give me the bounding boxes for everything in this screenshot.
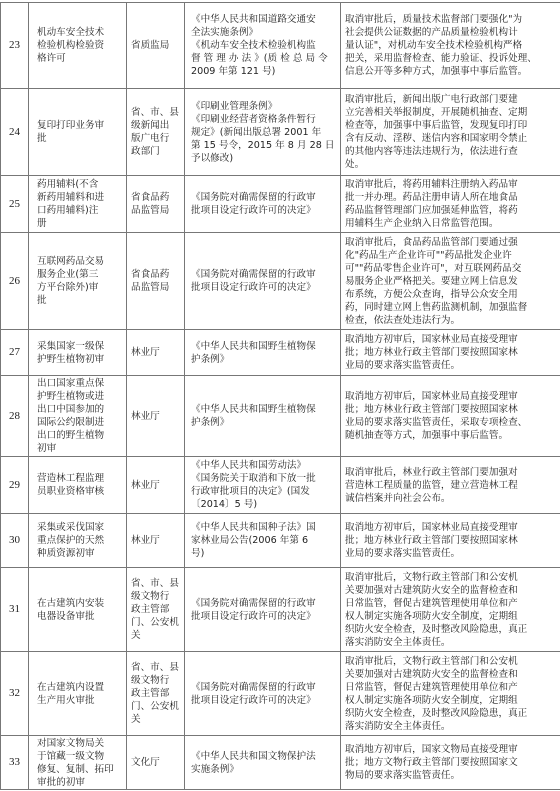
table-row xyxy=(1,568,560,652)
item-name-cell: 互联网药品交易 服务企业(第三 方平台除外)审 批 xyxy=(29,233,127,330)
table-row xyxy=(1,736,560,790)
table-row xyxy=(1,376,560,457)
table-row xyxy=(1,176,560,233)
table-row xyxy=(1,514,560,568)
row-number: 25 xyxy=(1,176,29,233)
legal-basis-cell: 《国务院对确需保留的行政审 批项目设定行政许可的决定》 xyxy=(185,568,341,652)
item-name-cell: 对国家文物局关 于馆藏一级文物 修复、复制、拓印 审批的初审 xyxy=(29,736,127,790)
item-name-cell: 出口国家重点保 护野生植物或进 出口中国参加的 国际公约限制进 出口的野生植物 初审 xyxy=(29,376,127,457)
item-name-cell: 营造林工程监理 员职业资格审核 xyxy=(29,457,127,514)
row-number: 29 xyxy=(1,457,29,514)
row-number: 24 xyxy=(1,89,29,176)
supervision-measure-cell: 取消地方初审后，国家林业局直接受理审 批；地方林业行政主管部门要按照国家林 业局的要求落实监管责任。 xyxy=(341,330,560,376)
supervision-measure-cell: 取消审批后，食品药品监管部门要通过强 化"药品生产企业许可""药品批发企业许 可""药品零售企业许可"，对互联网药品交 易服务企业严格把关。要建立网上信息发 布系统，方便公众查询，指导公众安全用 药，同时建立网上售药监测机制，加强监督 检查，依法查处违法行为。 xyxy=(341,233,560,330)
row-number: 32 xyxy=(1,652,29,736)
table-row xyxy=(1,3,560,89)
supervision-measure-cell: 取消审批后，文物行政主管部门和公安机 关要加强对古建筑防火安全的监督检查和 日常监管，督促古建筑管理使用单位和产 权人制定实施各项防火安全制度，定期组 织防火安全检查，及时整改风险隐患，真正 落实消防安全主体责任。 xyxy=(341,568,560,652)
department-cell: 省、市、县 级文物行 政主管部 门、公安机 关 xyxy=(127,652,185,736)
item-name-cell: 药用辅料(不含 新药用辅料和进 口药用辅料)注 册 xyxy=(29,176,127,233)
item-name-cell: 机动车安全技术 检验机构检验资 格许可 xyxy=(29,3,127,89)
item-name-cell: 采集国家一级保 护野生植物初审 xyxy=(29,330,127,376)
department-cell: 林业厅 xyxy=(127,457,185,514)
legal-basis-cell: 《中华人民共和国劳动法》 《国务院关于取消和下放一批 行政审批项目的决定》(国发 〔2014〕5 号) xyxy=(185,457,341,514)
legal-basis-cell: 《中华人民共和国种子法》国 家林业局公告(2006 年第 6 号) xyxy=(185,514,341,568)
supervision-measure-cell: 取消地方初审后，国家文物局直接受理审 批；地方文物行政主管部门要按照国家文 物局的要求落实监管责任。 xyxy=(341,736,560,790)
table-row xyxy=(1,89,560,176)
supervision-measure-cell: 取消审批后，新闻出版广电行政部门要建 立完善相关举报制度，开展随机抽查、定期 检查等，加强事中事后监管，发现复印打印 含有反动、淫秽、迷信内容和国家明令禁止 的其他内容等违法违规行为，依法进行查 处。 xyxy=(341,89,560,176)
table-row xyxy=(1,233,560,330)
item-name-cell: 在古建筑内安装 电器设备审批 xyxy=(29,568,127,652)
legal-basis-cell: 《中华人民共和国文物保护法 实施条例》 xyxy=(185,736,341,790)
approval-items-table xyxy=(0,2,560,790)
row-number: 31 xyxy=(1,568,29,652)
supervision-measure-cell: 取消地方初审后，国家林业局直接受理审 批；地方林业行政主管部门要按照国家林 业局的要求落实监管责任。 xyxy=(341,514,560,568)
supervision-measure-cell: 取消审批后，文物行政主管部门和公安机 关要加强对古建筑防火安全的监督检查和 日常监管，督促古建筑管理使用单位和产 权人制定实施各项防火安全制度，定期组 织防火安全检查，及时整改风险隐患，真正 落实消防安全主体责任。 xyxy=(341,652,560,736)
legal-basis-cell: 《国务院对确需保留的行政审 批项目设定行政许可的决定》 xyxy=(185,176,341,233)
legal-basis-cell: 《中华人民共和国野生植物保 护条例》 xyxy=(185,330,341,376)
approval-items-table-page xyxy=(0,2,560,790)
department-cell: 省、市、县 级文物行 政主管部 门、公安机 关 xyxy=(127,568,185,652)
table-row xyxy=(1,457,560,514)
table-row xyxy=(1,652,560,736)
supervision-measure-cell: 取消审批后，林业行政主管部门要加强对 营造林工程质量的监管，建立营造林工程 诚信档案并向社会公布。 xyxy=(341,457,560,514)
row-number: 30 xyxy=(1,514,29,568)
department-cell: 省食品药 品监管局 xyxy=(127,233,185,330)
department-cell: 林业厅 xyxy=(127,330,185,376)
row-number: 28 xyxy=(1,376,29,457)
legal-basis-cell: 《中华人民共和国野生植物保 护条例》 xyxy=(185,376,341,457)
item-name-cell: 复印打印业务审 批 xyxy=(29,89,127,176)
department-cell: 省食品药 品监管局 xyxy=(127,176,185,233)
row-number: 26 xyxy=(1,233,29,330)
department-cell: 省、市、县 级新闻出 版广电行 政部门 xyxy=(127,89,185,176)
supervision-measure-cell: 取消审批后，将药用辅料注册纳入药品审 批一并办理。药品注册申请人所在地食品 药品监督管理部门应加强延伸监管，将药 用辅料生产企业纳入日常监管范围。 xyxy=(341,176,560,233)
department-cell: 省质监局 xyxy=(127,3,185,89)
department-cell: 林业厅 xyxy=(127,514,185,568)
department-cell: 林业厅 xyxy=(127,376,185,457)
legal-basis-cell: 《印刷业管理条例》 《印刷业经营者资格条件暂行 规定》(新闻出版总署 2001 年 第 15 号令，2015 年 8 月 28 日 予以修改) xyxy=(185,89,341,176)
department-cell: 文化厅 xyxy=(127,736,185,790)
row-number: 23 xyxy=(1,3,29,89)
supervision-measure-cell: 取消地方初审后，国家林业局直接受理审 批；地方林业行政主管部门要按照国家林 业局的要求落实监管责任，采取专项检查、 随机抽查等方式，加强事中事后监管。 xyxy=(341,376,560,457)
legal-basis-cell: 《国务院对确需保留的行政审 批项目设定行政许可的决定》 xyxy=(185,233,341,330)
table-row xyxy=(1,330,560,376)
row-number: 33 xyxy=(1,736,29,790)
legal-basis-cell: 《中华人民共和国道路交通安 全法实施条例》 《机动车安全技术检验机构监 督 管 理 办 法 》(质 检 总 局 令 2009 年第 121 号) xyxy=(185,3,341,89)
item-name-cell: 采集或采伐国家 重点保护的天然 种质资源初审 xyxy=(29,514,127,568)
item-name-cell: 在古建筑内设置 生产用火审批 xyxy=(29,652,127,736)
legal-basis-cell: 《国务院对确需保留的行政审 批项目设定行政许可的决定》 xyxy=(185,652,341,736)
supervision-measure-cell: 取消审批后，质量技术监督部门要强化"为 社会提供公证数据的产品质量检验机构计 量认证"，对机动车安全技术检验机构严格 把关，采用监督检查、能力验证、投诉处理、 信息公开等多种方式，加强事中事后监管。 xyxy=(341,3,560,89)
row-number: 27 xyxy=(1,330,29,376)
